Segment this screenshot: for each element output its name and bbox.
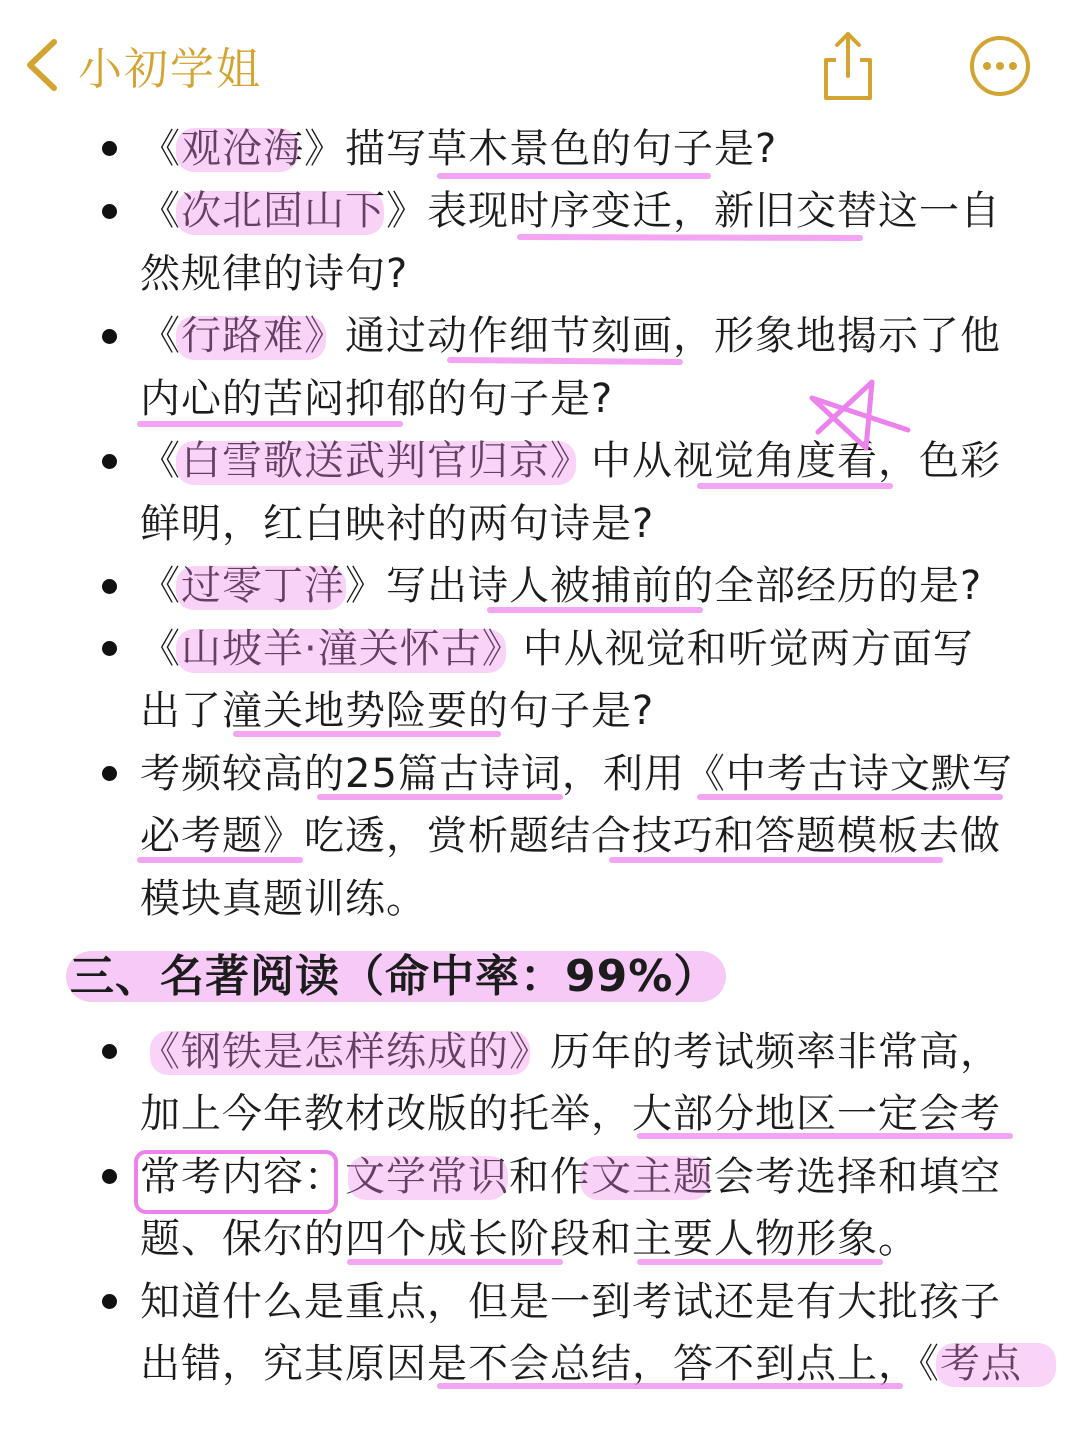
heading-text: 三、名著阅读（命中率：99%）	[66, 951, 726, 1002]
bullet	[102, 1294, 117, 1309]
text-line: 《白雪歌送武判官归京》中从视觉角度看，色彩	[140, 438, 1001, 484]
bullet	[102, 1169, 117, 1184]
text-line: 《行路难》通过动作细节刻画，形象地揭示了他	[140, 313, 1001, 359]
text-line: 《钢铁是怎样练成的》历年的考试频率非常高，	[140, 1029, 1001, 1075]
text-line: 《次北固山下》表现时序变迁，新旧交替这一自	[140, 188, 1001, 234]
text-line: 必考题》吃透，赏析题结合技巧和答题模板去做	[140, 813, 1001, 859]
section-heading	[66, 946, 726, 1008]
bullet	[102, 454, 117, 469]
text-line: 《山坡羊·潼关怀古》中从视觉和听觉两方面写	[140, 626, 974, 672]
text-line: 鲜明，红白映衬的两句诗是?	[140, 501, 655, 547]
text-line: 《观沧海》描写草木景色的句子是?	[140, 126, 778, 172]
bullet	[102, 766, 117, 781]
text-line: 知道什么是重点，但是一到考试还是有大批孩子	[140, 1279, 1001, 1325]
bullet	[102, 141, 117, 156]
text-line: 题、保尔的四个成长阶段和主要人物形象。	[140, 1216, 919, 1262]
bullet	[102, 1044, 117, 1059]
highlight-box	[134, 1150, 338, 1214]
bullet	[102, 329, 117, 344]
text-line: 考频较高的25篇古诗词，利用《中考古诗文默写	[140, 751, 1013, 797]
nav-title: 小初学姐	[78, 44, 262, 95]
text-line: 《过零丁洋》写出诗人被捕前的全部经历的是?	[140, 563, 983, 609]
star-doodle-icon	[804, 376, 916, 456]
text-line: 加上今年教材改版的托举，大部分地区一定会考	[140, 1091, 1001, 1137]
text-line: 然规律的诗句?	[140, 251, 409, 297]
text-line: 内心的苦闷抑郁的句子是?	[140, 376, 614, 422]
text-line: 出了潼关地势险要的句子是?	[140, 688, 655, 734]
bullet	[102, 204, 117, 219]
text-line: 模块真题训练。	[140, 876, 427, 922]
bullet	[102, 641, 117, 656]
text-line: 常考内容：文学常识和作文主题会考选择和填空	[140, 1154, 1001, 1200]
bullet	[102, 579, 117, 594]
text-line: 出错，究其原因是不会总结，答不到点上，《考点	[140, 1341, 1022, 1387]
